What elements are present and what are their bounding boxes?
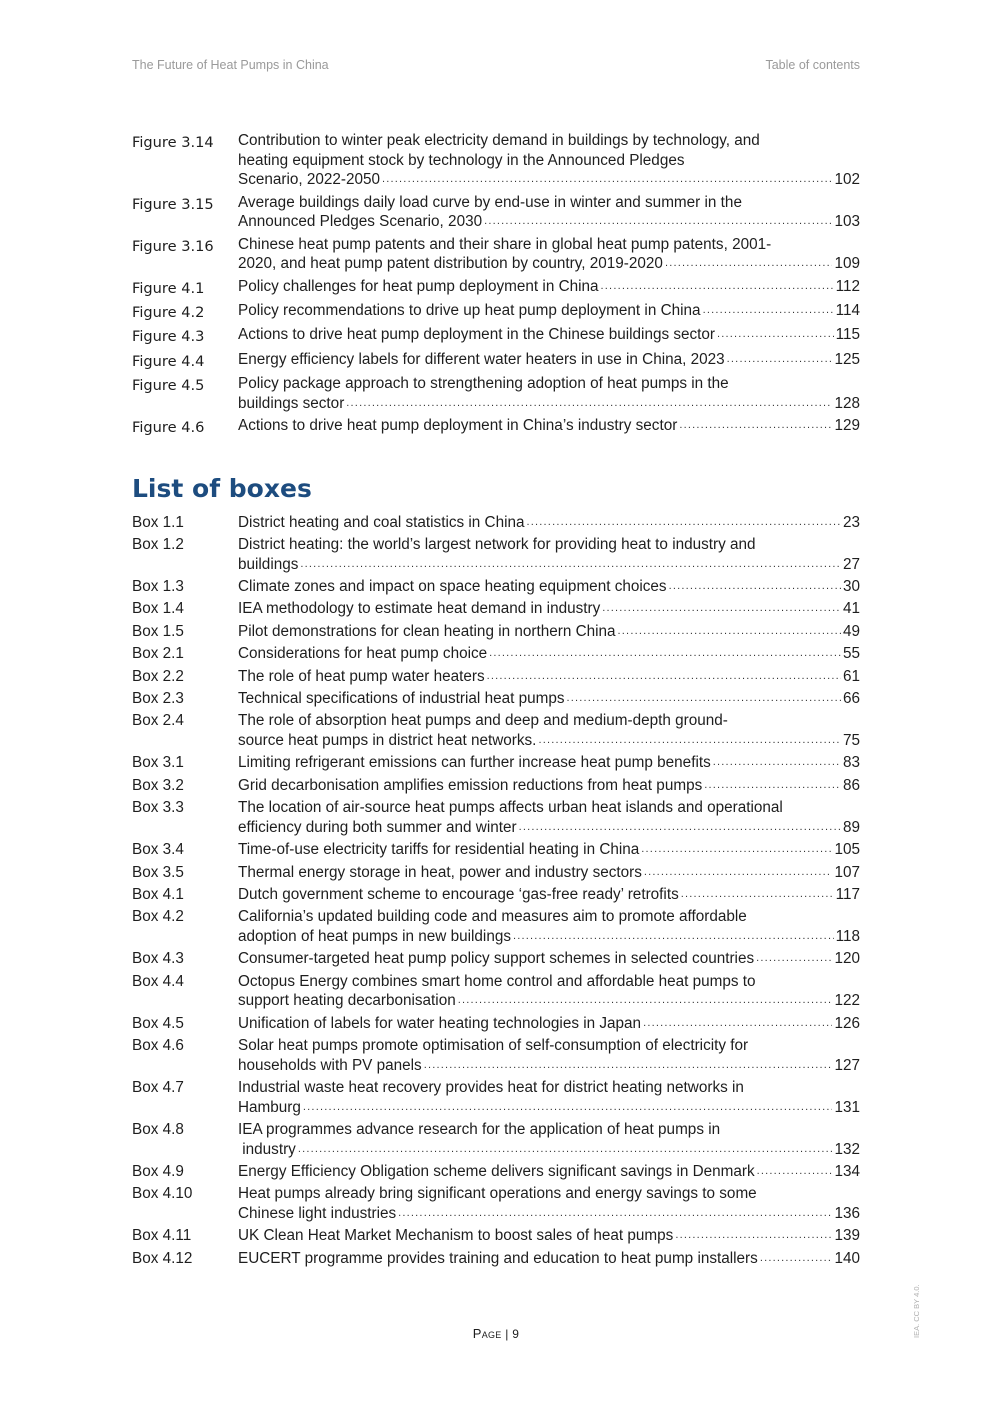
box-number: Box 4.5 — [132, 1014, 184, 1032]
dot-leader — [538, 731, 841, 751]
figure-page-number: 129 — [834, 417, 860, 435]
box-caption-final-line — [238, 1249, 860, 1269]
figure-entry[interactable] — [132, 235, 860, 274]
figure-number: Figure 4.5 — [132, 377, 205, 395]
figure-caption — [238, 131, 860, 190]
box-entry[interactable] — [132, 599, 860, 619]
figure-entry[interactable] — [132, 350, 860, 372]
box-caption-line: IEA programmes advance research for the application of heat pumps in — [238, 1121, 721, 1139]
figure-page-number: 115 — [835, 326, 860, 344]
box-page-number: 107 — [834, 863, 860, 881]
box-page-number: 41 — [842, 600, 860, 618]
box-caption — [238, 622, 860, 642]
page-footer — [0, 1326, 992, 1341]
list-of-boxes-heading: List of boxes — [132, 473, 312, 503]
dot-leader — [602, 599, 841, 619]
box-number: Box 4.8 — [132, 1121, 184, 1139]
figure-caption-final-line — [238, 325, 860, 345]
box-caption-final-line — [238, 863, 860, 883]
section-name: Table of contents — [765, 58, 860, 72]
box-caption-text: Grid decarbonisation amplifies emission reductions from heat pumps — [238, 776, 703, 794]
box-page-number: 75 — [842, 732, 860, 749]
box-caption-final-line — [238, 622, 860, 642]
figure-caption-final-line — [238, 301, 860, 321]
box-caption-text: Time-of-use electricity tariffs for residential heating in China — [238, 841, 640, 859]
box-caption-text: Thermal energy storage in heat, power and industry sectors — [238, 863, 642, 881]
box-caption — [238, 1162, 860, 1182]
box-entry[interactable] — [132, 667, 860, 687]
box-entry[interactable] — [132, 949, 860, 969]
table-of-contents — [132, 131, 860, 1271]
figure-caption-text: Policy challenges for heat pump deployment in China — [238, 277, 599, 295]
figure-page-number: 109 — [834, 255, 860, 273]
box-page-number: 139 — [834, 1227, 860, 1245]
dot-leader — [757, 1162, 833, 1182]
box-caption-text: UK Clean Heat Market Mechanism to boost sales of heat pumps — [238, 1227, 674, 1245]
box-caption-final-line — [238, 818, 860, 838]
figure-caption — [238, 301, 860, 321]
page-number: 9 — [512, 1327, 520, 1341]
box-number: Box 4.11 — [132, 1227, 192, 1245]
box-caption-final-line — [238, 1140, 860, 1160]
dot-leader — [398, 1204, 832, 1224]
box-page-number: 30 — [842, 578, 860, 596]
box-number: Box 4.1 — [132, 885, 184, 903]
figure-entry[interactable] — [132, 416, 860, 438]
running-header — [132, 58, 860, 72]
box-caption — [238, 863, 860, 883]
figure-caption-final-line — [238, 277, 860, 297]
figure-caption — [238, 193, 860, 232]
box-caption — [238, 1014, 860, 1034]
dot-leader — [704, 776, 841, 796]
box-caption — [238, 753, 860, 773]
dot-leader — [489, 644, 841, 664]
dot-leader — [644, 863, 833, 883]
box-caption — [238, 885, 860, 905]
figure-number: Figure 4.2 — [132, 303, 205, 321]
box-page-number: 126 — [834, 1014, 860, 1032]
figure-caption-text: Announced Pledges Scenario, 2030 — [238, 213, 483, 231]
dot-leader — [513, 927, 834, 947]
box-caption — [238, 1078, 860, 1117]
box-entry[interactable] — [132, 577, 860, 597]
box-caption-text: Chinese light industries — [238, 1205, 397, 1223]
dot-leader — [665, 254, 833, 274]
box-number: Box 4.10 — [132, 1185, 193, 1203]
box-page-number: 66 — [842, 690, 860, 708]
figure-caption-line: Contribution to winter peak electricity demand in buildings by technology, and — [238, 132, 760, 149]
dot-leader — [346, 394, 832, 414]
box-page-number: 55 — [842, 645, 860, 663]
box-caption — [238, 949, 860, 969]
box-number: Box 2.3 — [132, 690, 184, 708]
box-number: Box 4.6 — [132, 1037, 184, 1055]
box-caption-final-line — [238, 577, 860, 597]
box-entry[interactable] — [132, 1249, 860, 1269]
figure-caption-final-line — [238, 394, 860, 414]
box-caption — [238, 1120, 860, 1159]
box-caption-line: Solar heat pumps promote optimisation of self-consumption of electricity for — [238, 1037, 749, 1055]
box-caption — [238, 644, 860, 664]
box-number: Box 3.3 — [132, 799, 184, 817]
box-caption — [238, 798, 860, 837]
box-number: Box 1.5 — [132, 622, 184, 640]
box-caption — [238, 711, 860, 750]
box-caption-text: Consumer-targeted heat pump policy support schemes in selected countries — [238, 950, 755, 968]
box-caption — [238, 667, 860, 687]
box-caption-final-line — [238, 731, 860, 751]
box-caption-final-line — [238, 1098, 860, 1118]
box-entry[interactable] — [132, 535, 860, 574]
box-entry[interactable] — [132, 711, 860, 750]
figure-number: Figure 3.15 — [132, 195, 214, 213]
box-caption-final-line — [238, 1204, 860, 1224]
box-caption-text: District heating and coal statistics in China — [238, 513, 525, 531]
dot-leader — [643, 1014, 832, 1034]
box-caption-text: support heating decarbonisation — [238, 992, 456, 1010]
box-entry[interactable] — [132, 840, 860, 860]
box-page-number: 118 — [835, 927, 860, 945]
box-number: Box 4.7 — [132, 1079, 184, 1097]
box-caption — [238, 535, 860, 574]
figure-caption-line: Chinese heat pump patents and their share in global heat pump patents, 2001- — [238, 235, 772, 253]
box-caption-line: Octopus Energy combines smart home control and affordable heat pumps to — [238, 972, 756, 990]
box-number: Box 4.9 — [132, 1163, 184, 1181]
box-entry[interactable] — [132, 1014, 860, 1034]
box-number: Box 1.1 — [132, 513, 184, 531]
box-entry[interactable] — [132, 753, 860, 773]
box-page-number: 105 — [834, 841, 860, 859]
box-caption-final-line — [238, 1056, 860, 1076]
box-caption — [238, 599, 860, 619]
dot-leader — [727, 350, 833, 370]
box-entry[interactable] — [132, 689, 860, 709]
dot-leader — [519, 818, 841, 838]
box-caption-text: industry — [238, 1140, 296, 1158]
box-caption-text: Limiting refrigerant emissions can further increase heat pump benefits — [238, 754, 711, 772]
box-entry[interactable] — [132, 907, 860, 946]
box-caption-text: Dutch government scheme to encourage ‘gas-free ready’ retrofits — [238, 885, 679, 903]
box-page-number: 49 — [842, 622, 860, 640]
page-separator: | — [501, 1327, 513, 1341]
figure-caption-line: Average buildings daily load curve by end-use in winter and summer in the — [238, 193, 742, 211]
dot-leader — [484, 212, 832, 232]
figure-caption-final-line — [238, 350, 860, 370]
dot-leader — [458, 991, 833, 1011]
dot-leader — [382, 170, 832, 190]
figure-entry[interactable] — [132, 325, 860, 347]
box-caption-text: Unification of labels for water heating technologies in Japan — [238, 1014, 642, 1032]
figure-caption — [238, 235, 860, 274]
box-caption-final-line — [238, 1014, 860, 1034]
box-caption-final-line — [238, 885, 860, 905]
box-entry[interactable] — [132, 1036, 860, 1075]
box-number: Box 3.4 — [132, 841, 184, 859]
box-caption — [238, 972, 860, 1011]
box-caption-final-line — [238, 949, 860, 969]
box-caption-text: efficiency during both summer and winter — [238, 818, 517, 836]
box-number: Box 3.5 — [132, 863, 184, 881]
box-caption-final-line — [238, 555, 860, 575]
box-number: Box 4.4 — [132, 972, 184, 990]
box-caption-text: EUCERT programme provides training and education to heat pump installers — [238, 1249, 758, 1267]
box-caption-final-line — [238, 753, 860, 773]
box-caption — [238, 840, 860, 860]
box-entry[interactable] — [132, 798, 860, 837]
box-number: Box 1.2 — [132, 536, 184, 554]
box-entry[interactable] — [132, 776, 860, 796]
box-caption — [238, 1226, 860, 1246]
box-caption — [238, 907, 860, 946]
figure-caption-line: Policy package approach to strengthening adoption of heat pumps in the — [238, 375, 729, 393]
box-entry[interactable] — [132, 885, 860, 905]
figure-caption — [238, 374, 860, 413]
dot-leader — [703, 301, 834, 321]
box-caption-final-line — [238, 689, 860, 709]
figure-entry[interactable] — [132, 193, 860, 232]
dot-leader — [424, 1056, 833, 1076]
figure-caption-text: Energy efficiency labels for different water heaters in use in China, 2023 — [238, 350, 725, 368]
dot-leader — [618, 622, 841, 642]
box-caption-final-line — [238, 513, 860, 533]
box-caption-text: Technical specifications of industrial heat pumps — [238, 690, 565, 708]
dot-leader — [300, 555, 841, 575]
dot-leader — [760, 1249, 833, 1269]
box-entry[interactable] — [132, 1120, 860, 1159]
dot-leader — [713, 753, 841, 773]
dot-leader — [675, 1226, 832, 1246]
figure-caption-final-line — [238, 212, 860, 232]
box-caption-line: The role of absorption heat pumps and deep and medium-depth ground- — [238, 712, 728, 730]
box-caption-line: The location of air-source heat pumps affects urban heat islands and operational — [238, 799, 783, 817]
box-page-number: 89 — [842, 818, 860, 836]
box-page-number: 136 — [834, 1205, 860, 1223]
box-number: Box 1.3 — [132, 578, 184, 596]
box-entry[interactable] — [132, 863, 860, 883]
license-notice: IEA. CC BY 4.0. — [912, 1284, 921, 1338]
figure-number: Figure 3.14 — [132, 134, 214, 151]
box-caption-text: buildings — [238, 555, 299, 573]
figure-entry[interactable] — [132, 301, 860, 323]
box-entry[interactable] — [132, 1162, 860, 1182]
box-caption-line: District heating: the world’s largest network for providing heat to industry and — [238, 536, 756, 554]
figure-caption-text: buildings sector — [238, 394, 345, 412]
dot-leader — [756, 949, 832, 969]
figure-number: Figure 3.16 — [132, 237, 214, 255]
box-caption-text: Hamburg — [238, 1098, 301, 1116]
figure-page-number: 102 — [834, 171, 860, 189]
box-entry[interactable] — [132, 513, 860, 533]
box-entry[interactable] — [132, 644, 860, 664]
dot-leader — [681, 885, 834, 905]
figure-page-number: 114 — [835, 301, 860, 319]
box-caption-text: adoption of heat pumps in new buildings — [238, 927, 511, 945]
box-caption — [238, 776, 860, 796]
figure-number: Figure 4.3 — [132, 328, 205, 346]
box-page-number: 122 — [834, 992, 860, 1010]
figure-entry[interactable] — [132, 374, 860, 413]
box-number: Box 4.2 — [132, 908, 184, 926]
box-caption-final-line — [238, 599, 860, 619]
box-page-number: 23 — [842, 513, 860, 531]
figure-page-number: 112 — [835, 277, 860, 295]
box-caption — [238, 689, 860, 709]
box-caption-final-line — [238, 644, 860, 664]
figure-caption — [238, 350, 860, 370]
dot-leader — [303, 1098, 833, 1118]
figure-caption-text: Actions to drive heat pump deployment in the Chinese buildings sector — [238, 326, 716, 344]
box-caption-line: Heat pumps already bring significant operations and energy savings to some — [238, 1185, 757, 1203]
box-caption-text: source heat pumps in district heat networks. — [238, 732, 537, 749]
figure-caption — [238, 277, 860, 297]
box-page-number: 86 — [842, 776, 860, 794]
box-caption-final-line — [238, 1162, 860, 1182]
figure-caption-final-line — [238, 416, 860, 436]
box-caption — [238, 577, 860, 597]
box-entry[interactable] — [132, 1184, 860, 1223]
dot-leader — [641, 840, 832, 860]
box-caption-text: IEA methodology to estimate heat demand in industry — [238, 600, 601, 618]
figure-caption — [238, 325, 860, 345]
box-number: Box 2.1 — [132, 645, 184, 663]
box-caption — [238, 1036, 860, 1075]
box-page-number: 117 — [835, 885, 860, 903]
figure-page-number: 128 — [834, 394, 860, 412]
dot-leader — [527, 513, 841, 533]
box-number: Box 1.4 — [132, 600, 184, 618]
box-caption-text: Considerations for heat pump choice — [238, 645, 488, 663]
box-caption — [238, 513, 860, 533]
page-word: Page — [472, 1326, 502, 1341]
box-caption-final-line — [238, 840, 860, 860]
box-caption-final-line — [238, 776, 860, 796]
box-entry[interactable] — [132, 1078, 860, 1117]
box-caption — [238, 1249, 860, 1269]
box-caption-text: Climate zones and impact on space heating equipment choices — [238, 578, 667, 596]
figure-caption-final-line — [238, 254, 860, 274]
figure-page-number: 103 — [834, 213, 860, 231]
box-caption-line: Industrial waste heat recovery provides heat for district heating networks in — [238, 1079, 744, 1097]
box-page-number: 127 — [834, 1056, 860, 1074]
box-caption-final-line — [238, 927, 860, 947]
dot-leader — [601, 277, 834, 297]
box-caption-text: households with PV panels — [238, 1056, 422, 1074]
figure-entry[interactable] — [132, 131, 860, 190]
box-number: Box 2.2 — [132, 667, 184, 685]
box-number: Box 2.4 — [132, 712, 184, 730]
box-caption-text: The role of heat pump water heaters — [238, 667, 485, 685]
dot-leader — [717, 325, 834, 345]
box-caption-text: Pilot demonstrations for clean heating in northern China — [238, 622, 616, 640]
box-entry[interactable] — [132, 972, 860, 1011]
dot-leader — [679, 416, 832, 436]
box-caption-final-line — [238, 667, 860, 687]
box-caption-text: Energy Efficiency Obligation scheme delivers significant savings in Denmark — [238, 1163, 755, 1181]
figure-caption-line: heating equipment stock by technology in the Announced Pledges — [238, 151, 685, 169]
box-page-number: 120 — [834, 950, 860, 968]
box-page-number: 140 — [834, 1249, 860, 1267]
figure-entry[interactable] — [132, 277, 860, 299]
box-caption — [238, 1184, 860, 1223]
box-entry[interactable] — [132, 1226, 860, 1246]
box-caption-line: California’s updated building code and measures aim to promote affordable — [238, 908, 747, 926]
box-page-number: 132 — [834, 1140, 860, 1158]
dot-leader — [567, 689, 841, 709]
figure-number: Figure 4.4 — [132, 352, 205, 370]
box-number: Box 4.3 — [132, 950, 184, 968]
figure-caption — [238, 416, 860, 436]
box-page-number: 61 — [842, 667, 860, 685]
document-title: The Future of Heat Pumps in China — [132, 58, 329, 72]
figure-number: Figure 4.6 — [132, 419, 205, 437]
figure-number: Figure 4.1 — [132, 279, 205, 297]
box-caption-final-line — [238, 1226, 860, 1246]
box-page-number: 83 — [842, 754, 860, 772]
box-number: Box 4.12 — [132, 1249, 193, 1267]
list-of-figures — [132, 131, 860, 438]
box-page-number: 27 — [842, 555, 860, 573]
box-entry[interactable] — [132, 622, 860, 642]
figure-caption-text: Scenario, 2022-2050 — [238, 171, 381, 189]
box-number: Box 3.2 — [132, 776, 184, 794]
box-number: Box 3.1 — [132, 754, 184, 772]
box-page-number: 134 — [834, 1163, 860, 1181]
dot-leader — [669, 577, 841, 597]
figure-caption-text: Policy recommendations to drive up heat pump deployment in China — [238, 301, 701, 319]
figure-caption-final-line — [238, 170, 860, 190]
dot-leader — [487, 667, 841, 687]
list-of-boxes — [132, 513, 860, 1269]
box-page-number: 131 — [834, 1098, 860, 1116]
figure-page-number: 125 — [834, 350, 860, 368]
box-caption-final-line — [238, 991, 860, 1011]
figure-caption-text: 2020, and heat pump patent distribution by country, 2019-2020 — [238, 255, 663, 273]
figure-caption-text: Actions to drive heat pump deployment in China’s industry sector — [238, 417, 678, 435]
dot-leader — [298, 1140, 833, 1160]
